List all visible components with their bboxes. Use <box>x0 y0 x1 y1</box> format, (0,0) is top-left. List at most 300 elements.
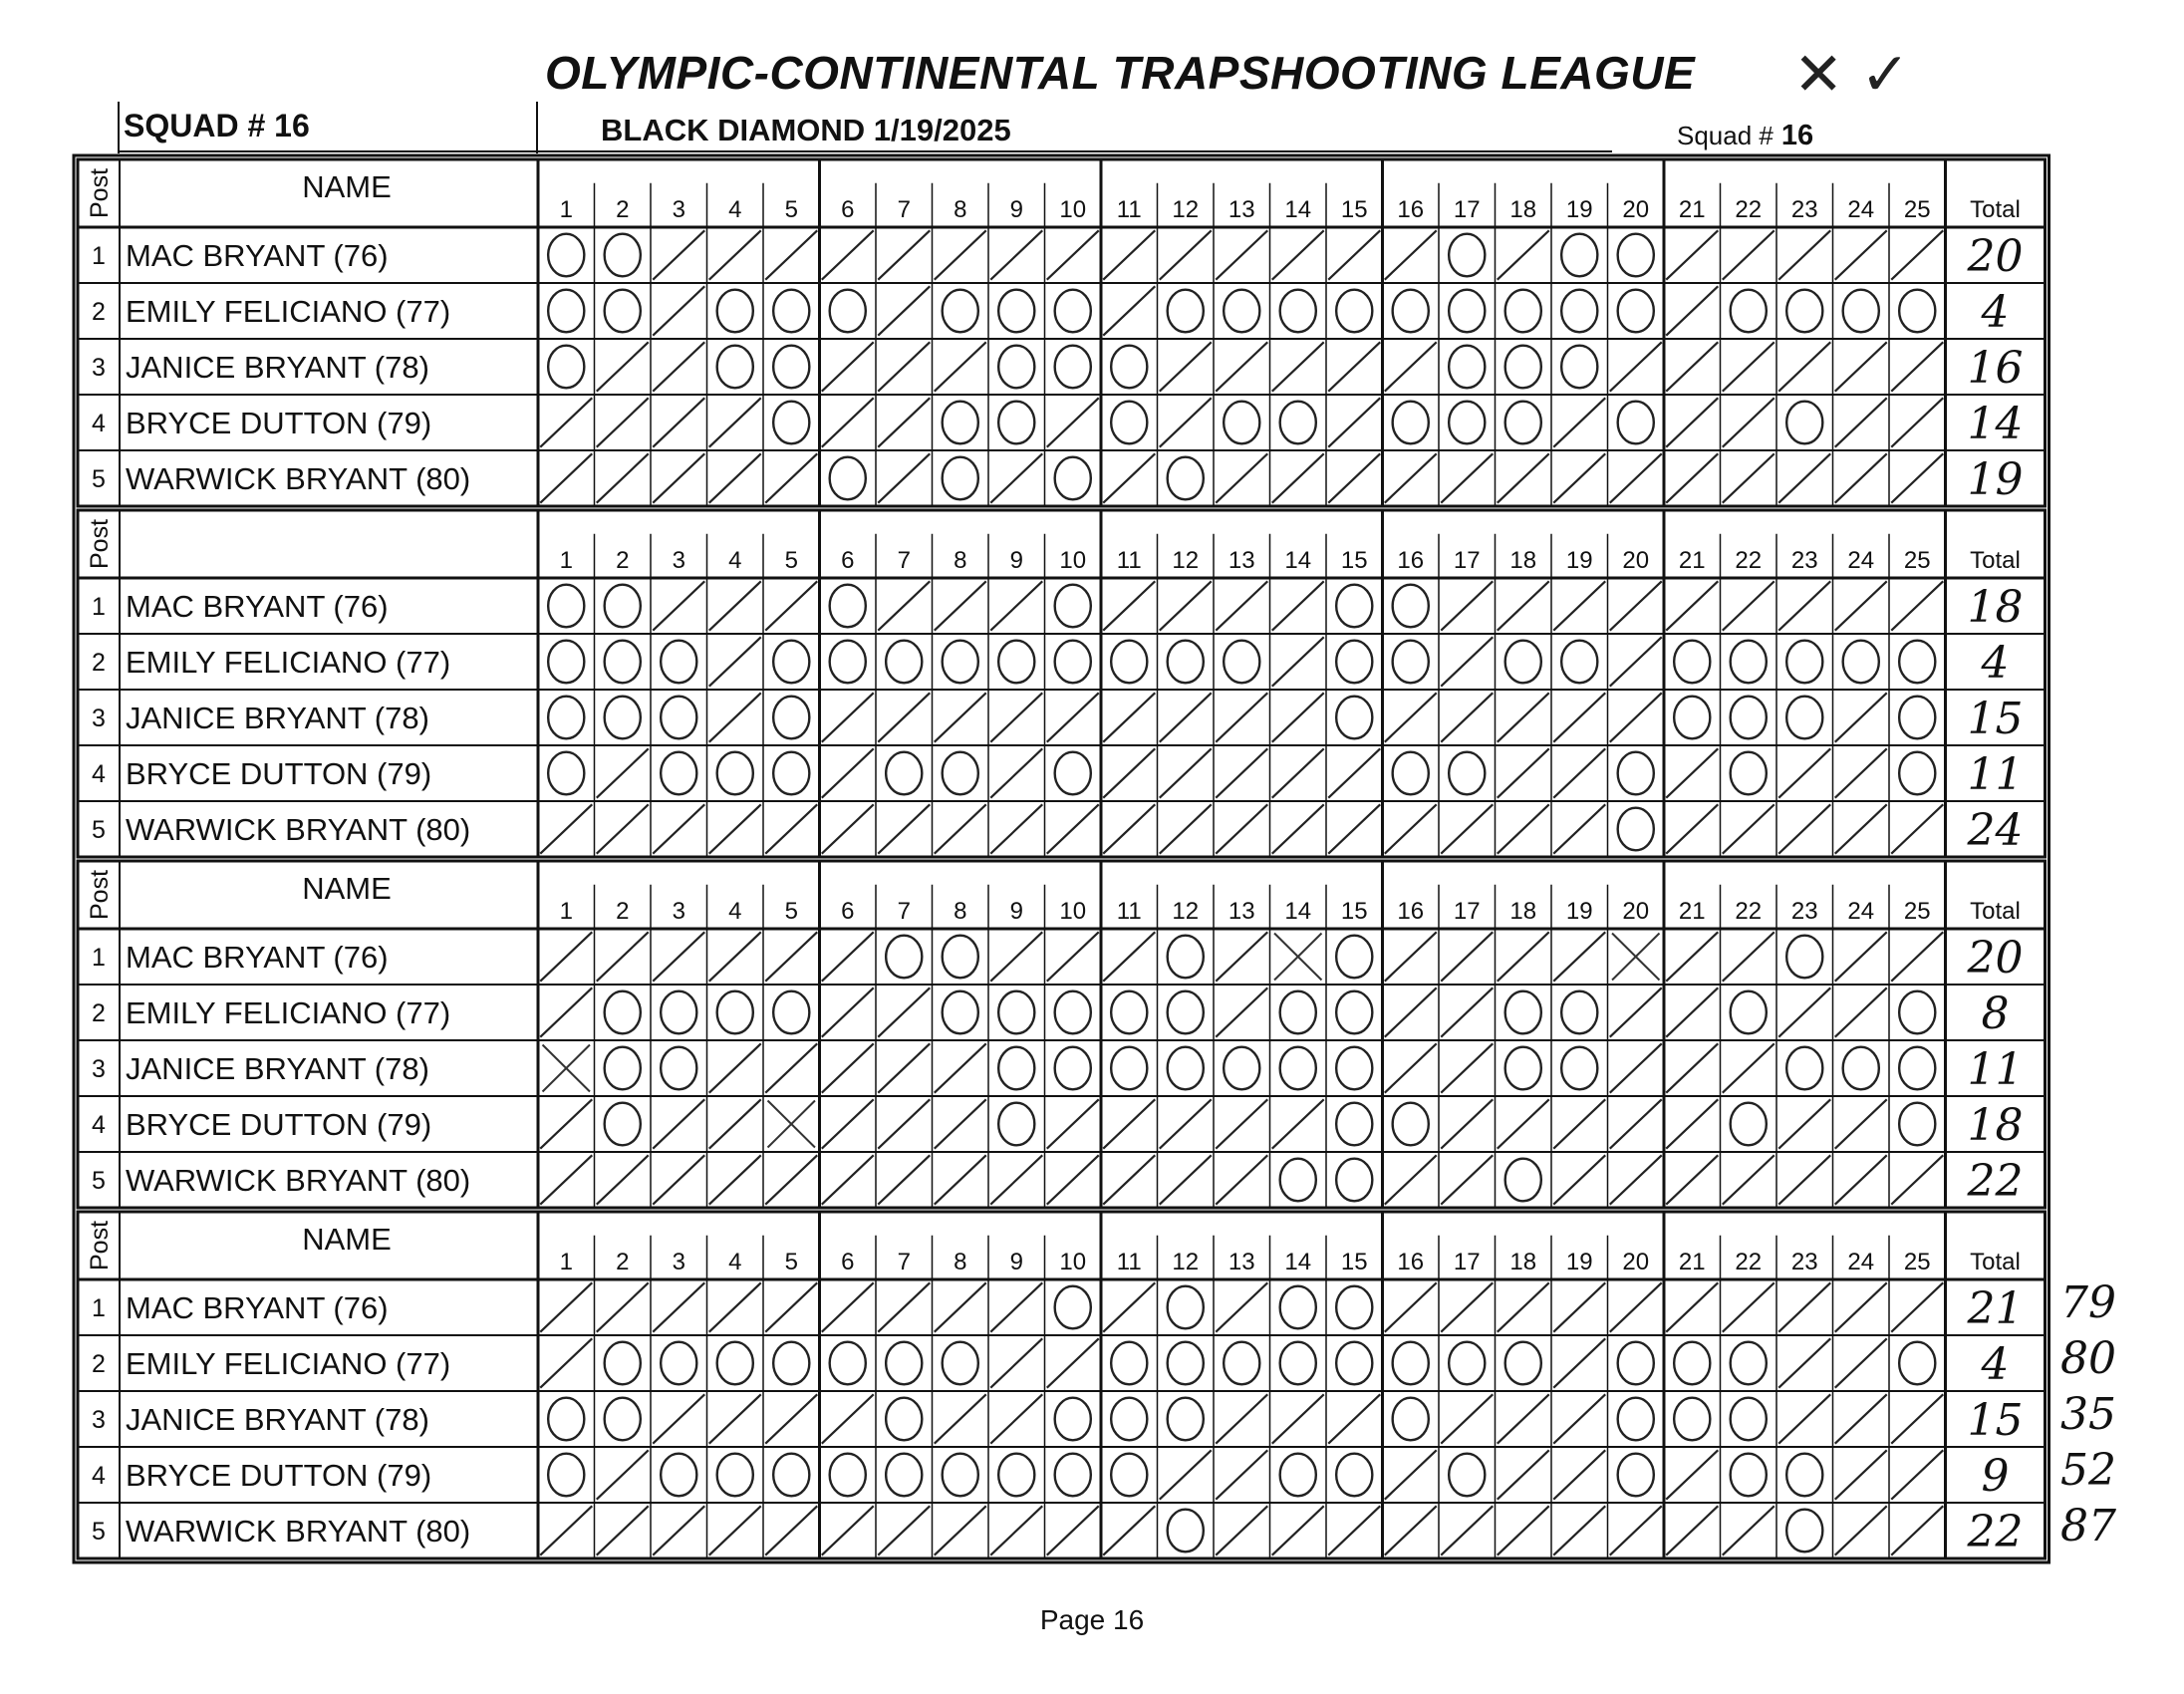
hit-mark <box>597 1282 649 1331</box>
hit-mark <box>1103 804 1155 853</box>
margin-sum-note: 35 <box>2060 1389 2116 1440</box>
target-number-4: 4 <box>728 1249 742 1275</box>
post-label: Post <box>86 869 114 921</box>
miss-mark <box>943 1342 978 1385</box>
hit-mark <box>990 453 1042 502</box>
hit-mark <box>1778 1338 1830 1387</box>
hit-mark <box>1441 932 1493 981</box>
miss-mark <box>1449 402 1485 444</box>
hit-mark <box>1498 1394 1549 1443</box>
hit-mark <box>990 1282 1042 1331</box>
target-number-14: 14 <box>1284 547 1312 574</box>
target-number-21: 21 <box>1678 547 1706 574</box>
hit-mark <box>1666 1099 1718 1148</box>
miss-mark <box>1843 1047 1879 1090</box>
hit-mark <box>1160 804 1212 853</box>
target-number-24: 24 <box>1847 898 1875 925</box>
target-number-12: 12 <box>1172 547 1200 574</box>
hit-mark <box>1328 1506 1380 1554</box>
miss-mark <box>943 457 978 500</box>
hit-mark <box>1610 453 1662 502</box>
target-number-11: 11 <box>1116 196 1142 223</box>
miss-mark <box>605 234 641 277</box>
miss-mark <box>1505 641 1541 684</box>
hit-mark <box>1047 1099 1099 1148</box>
miss-mark <box>1449 346 1485 389</box>
hit-mark <box>1103 581 1155 630</box>
hit-mark <box>1666 748 1718 797</box>
hit-mark <box>1723 1043 1774 1092</box>
miss-mark <box>1561 991 1597 1034</box>
hit-mark <box>597 748 649 797</box>
hit-mark <box>653 342 704 391</box>
hit-mark <box>1328 748 1380 797</box>
shooter-name: WARWICK BRYANT (80) <box>126 812 471 847</box>
hit-mark <box>653 453 704 502</box>
hit-mark <box>822 748 874 797</box>
miss-mark <box>1336 290 1372 333</box>
hit-mark <box>1610 581 1662 630</box>
hit-mark <box>1891 1282 1943 1331</box>
squad-label: SQUAD # 16 <box>124 108 310 143</box>
hit-mark <box>597 1450 649 1499</box>
hit-mark <box>1778 988 1830 1036</box>
target-number-9: 9 <box>1009 196 1023 223</box>
hit-mark <box>1216 1155 1267 1204</box>
hit-mark <box>1666 1450 1718 1499</box>
row-total: 24 <box>1967 805 2024 856</box>
shooter-name: BRYCE DUTTON (79) <box>126 756 432 791</box>
miss-mark <box>998 641 1034 684</box>
hit-mark <box>1498 748 1549 797</box>
target-number-17: 17 <box>1453 1249 1481 1275</box>
hit-mark <box>1385 230 1437 279</box>
row-total: 16 <box>1967 343 2024 394</box>
miss-mark <box>1618 1342 1654 1385</box>
hit-mark <box>1778 1282 1830 1331</box>
hit-mark <box>597 804 649 853</box>
target-number-16: 16 <box>1397 898 1425 925</box>
hit-mark <box>765 932 817 981</box>
post-number: 1 <box>92 944 106 972</box>
hit-mark <box>1553 1282 1605 1331</box>
shooter-name: BRYCE DUTTON (79) <box>126 406 432 440</box>
miss-mark <box>1786 1047 1822 1090</box>
hit-mark <box>1047 1506 1099 1554</box>
miss-mark <box>548 1454 584 1497</box>
hit-mark <box>1666 804 1718 853</box>
hit-mark <box>1891 804 1943 853</box>
miss-mark <box>1280 991 1316 1034</box>
miss-mark <box>998 991 1034 1034</box>
miss-mark <box>661 641 696 684</box>
target-number-4: 4 <box>728 547 742 574</box>
miss-mark <box>1505 346 1541 389</box>
hit-mark <box>1666 1282 1718 1331</box>
hit-mark <box>1610 1155 1662 1204</box>
row-total: 4 <box>1981 1339 2010 1390</box>
miss-mark <box>773 1454 809 1497</box>
miss-mark <box>773 752 809 795</box>
hit-mark <box>1103 286 1155 335</box>
miss-mark <box>1055 1047 1091 1090</box>
hit-mark <box>1272 1506 1324 1554</box>
hit-mark <box>1328 342 1380 391</box>
hit-mark <box>1272 342 1324 391</box>
hit-mark <box>653 230 704 279</box>
shooter-name: MAC BRYANT (76) <box>126 1290 389 1325</box>
miss-mark <box>1786 936 1822 979</box>
hit-mark <box>1666 286 1718 335</box>
miss-mark <box>548 752 584 795</box>
hit-mark <box>1441 804 1493 853</box>
miss-mark <box>1449 752 1485 795</box>
hit-mark <box>878 1506 930 1554</box>
hit-mark <box>1723 342 1774 391</box>
hit-mark <box>597 342 649 391</box>
miss-mark <box>1449 1454 1485 1497</box>
post-number: 4 <box>92 760 106 788</box>
miss-mark <box>1336 585 1372 628</box>
hit-mark <box>1610 1099 1662 1148</box>
hit-mark <box>1835 748 1887 797</box>
hit-mark <box>1385 804 1437 853</box>
hit-mark <box>1216 453 1267 502</box>
miss-mark <box>1280 1342 1316 1385</box>
hit-mark <box>878 342 930 391</box>
miss-mark <box>1393 290 1429 333</box>
hit-mark <box>1610 342 1662 391</box>
hit-mark <box>1835 804 1887 853</box>
row-total: 4 <box>1981 287 2010 338</box>
hit-mark <box>1272 693 1324 741</box>
target-number-2: 2 <box>616 547 630 574</box>
target-number-23: 23 <box>1790 547 1818 574</box>
hit-mark <box>1385 693 1437 741</box>
hit-mark <box>1610 1506 1662 1554</box>
target-number-18: 18 <box>1509 547 1537 574</box>
miss-mark <box>1111 641 1147 684</box>
target-number-22: 22 <box>1735 898 1763 925</box>
hit-mark <box>1272 804 1324 853</box>
hit-mark <box>822 1394 874 1443</box>
target-number-3: 3 <box>672 898 685 925</box>
hit-mark <box>1441 1282 1493 1331</box>
target-number-21: 21 <box>1678 1249 1706 1275</box>
miss-mark <box>1786 1510 1822 1553</box>
hit-mark <box>653 581 704 630</box>
hit-mark <box>878 1282 930 1331</box>
shooter-name: WARWICK BRYANT (80) <box>126 1514 471 1549</box>
hit-mark <box>540 398 592 446</box>
miss-mark <box>1168 936 1204 979</box>
hit-mark <box>1441 1099 1493 1148</box>
hit-mark <box>1047 693 1099 741</box>
post-number: 1 <box>92 1294 106 1322</box>
miss-mark <box>1618 752 1654 795</box>
target-number-5: 5 <box>784 196 798 223</box>
hit-mark <box>1498 932 1549 981</box>
hit-mark <box>1498 1282 1549 1331</box>
row-total: 21 <box>1967 1283 2024 1334</box>
hit-mark <box>878 988 930 1036</box>
target-number-19: 19 <box>1565 547 1593 574</box>
hit-mark <box>1103 748 1155 797</box>
target-number-2: 2 <box>616 196 630 223</box>
miss-mark <box>1055 1286 1091 1329</box>
post-number: 5 <box>92 816 106 844</box>
hit-mark <box>822 1282 874 1331</box>
target-number-10: 10 <box>1059 898 1087 925</box>
miss-mark <box>943 991 978 1034</box>
hit-mark <box>878 230 930 279</box>
miss-mark <box>886 936 922 979</box>
hit-mark <box>653 1282 704 1331</box>
target-number-9: 9 <box>1009 1249 1023 1275</box>
hit-mark <box>709 1506 761 1554</box>
target-number-13: 13 <box>1228 898 1255 925</box>
row-total: 22 <box>1967 1156 2024 1207</box>
hit-mark <box>653 1506 704 1554</box>
shooter-name: JANICE BRYANT (78) <box>126 350 429 385</box>
miss-mark <box>1055 346 1091 389</box>
hit-mark <box>1610 1043 1662 1092</box>
miss-mark <box>830 641 866 684</box>
row-total: 15 <box>1967 694 2024 744</box>
shooter-name: WARWICK BRYANT (80) <box>126 1163 471 1198</box>
miss-mark <box>548 641 584 684</box>
hit-mark <box>990 230 1042 279</box>
miss-mark <box>998 1103 1034 1146</box>
miss-mark <box>1899 1342 1935 1385</box>
hit-mark <box>878 453 930 502</box>
miss-mark <box>1224 1342 1259 1385</box>
hit-mark <box>1891 230 1943 279</box>
hit-mark <box>1553 1155 1605 1204</box>
shooter-name: JANICE BRYANT (78) <box>126 1402 429 1437</box>
miss-mark <box>830 1342 866 1385</box>
hit-mark <box>1441 1155 1493 1204</box>
hit-mark <box>765 1394 817 1443</box>
hit-mark <box>1835 342 1887 391</box>
hit-mark <box>1328 230 1380 279</box>
target-number-19: 19 <box>1565 1249 1593 1275</box>
miss-mark <box>1336 1342 1372 1385</box>
miss-mark <box>548 585 584 628</box>
miss-mark <box>773 641 809 684</box>
miss-mark <box>1111 1454 1147 1497</box>
hit-mark <box>1160 342 1212 391</box>
hit-mark <box>1553 1338 1605 1387</box>
hit-mark <box>990 932 1042 981</box>
miss-mark <box>773 697 809 739</box>
target-number-24: 24 <box>1847 196 1875 223</box>
hit-mark <box>765 581 817 630</box>
miss-mark <box>943 290 978 333</box>
hit-mark <box>1160 581 1212 630</box>
target-number-23: 23 <box>1790 196 1818 223</box>
miss-mark <box>1505 290 1541 333</box>
hit-mark <box>540 453 592 502</box>
hit-mark <box>1778 230 1830 279</box>
miss-mark <box>1449 1342 1485 1385</box>
hit-mark <box>1328 398 1380 446</box>
target-number-17: 17 <box>1453 196 1481 223</box>
hit-mark <box>1835 581 1887 630</box>
hit-mark <box>1441 1043 1493 1092</box>
miss-mark <box>943 936 978 979</box>
miss-mark <box>1618 1454 1654 1497</box>
miss-mark <box>1111 1398 1147 1441</box>
hit-mark <box>709 1043 761 1092</box>
miss-mark <box>1168 1510 1204 1553</box>
hit-mark <box>765 1506 817 1554</box>
target-number-25: 25 <box>1903 547 1931 574</box>
miss-mark <box>1899 290 1935 333</box>
miss-mark <box>1393 1398 1429 1441</box>
name-header: NAME <box>302 169 392 204</box>
miss-mark <box>548 290 584 333</box>
hit-mark <box>822 988 874 1036</box>
miss-mark <box>548 234 584 277</box>
miss-mark <box>605 1103 641 1146</box>
target-number-15: 15 <box>1340 1249 1368 1275</box>
hit-mark <box>1216 230 1267 279</box>
miss-mark <box>830 457 866 500</box>
miss-mark <box>1731 290 1767 333</box>
hit-mark <box>1216 1099 1267 1148</box>
miss-mark <box>1168 1047 1204 1090</box>
target-number-7: 7 <box>897 547 911 574</box>
miss-mark <box>1561 641 1597 684</box>
margin-sum-note: 87 <box>2060 1501 2116 1552</box>
hit-mark <box>1272 1099 1324 1148</box>
hit-mark <box>1498 1450 1549 1499</box>
hit-mark <box>1328 1394 1380 1443</box>
miss-mark <box>1055 752 1091 795</box>
miss-mark <box>1561 1047 1597 1090</box>
post-number: 1 <box>92 242 106 270</box>
target-number-13: 13 <box>1228 1249 1255 1275</box>
hit-mark <box>765 1155 817 1204</box>
hit-mark <box>1723 1155 1774 1204</box>
miss-mark <box>1055 457 1091 500</box>
target-number-3: 3 <box>672 196 685 223</box>
hit-mark <box>935 230 986 279</box>
miss-mark <box>1168 1342 1204 1385</box>
hit-mark <box>1835 398 1887 446</box>
hit-mark <box>1553 1506 1605 1554</box>
miss-mark <box>998 1047 1034 1090</box>
hit-mark <box>990 1394 1042 1443</box>
hit-mark <box>1553 1450 1605 1499</box>
hit-mark <box>597 398 649 446</box>
hit-mark <box>1891 398 1943 446</box>
hit-mark <box>1835 988 1887 1036</box>
miss-mark <box>1111 991 1147 1034</box>
miss-mark <box>886 641 922 684</box>
target-number-10: 10 <box>1059 547 1087 574</box>
margin-sum-note: 80 <box>2060 1333 2116 1384</box>
miss-mark <box>1505 991 1541 1034</box>
page-number: Page 16 <box>1039 1604 1145 1635</box>
hit-mark <box>1385 342 1437 391</box>
shooter-name: JANICE BRYANT (78) <box>126 1051 429 1086</box>
hit-mark <box>878 1099 930 1148</box>
target-number-10: 10 <box>1059 196 1087 223</box>
miss-mark <box>998 402 1034 444</box>
hit-mark <box>540 1338 592 1387</box>
miss-mark <box>998 290 1034 333</box>
target-number-11: 11 <box>1116 547 1142 574</box>
hit-mark <box>1835 1338 1887 1387</box>
hit-mark <box>1441 1394 1493 1443</box>
total-header: Total <box>1970 547 2021 574</box>
miss-mark <box>1786 290 1822 333</box>
hit-mark <box>1666 342 1718 391</box>
post-number: 3 <box>92 1055 106 1083</box>
hit-mark <box>822 398 874 446</box>
miss-mark <box>1731 641 1767 684</box>
hit-mark <box>1047 804 1099 853</box>
hit-mark <box>1272 748 1324 797</box>
hit-mark <box>1835 1099 1887 1148</box>
miss-mark <box>1111 1047 1147 1090</box>
miss-mark <box>661 752 696 795</box>
target-number-8: 8 <box>954 196 967 223</box>
target-number-14: 14 <box>1284 196 1312 223</box>
row-total: 11 <box>1967 1044 2024 1095</box>
miss-mark <box>1843 641 1879 684</box>
hit-mark <box>709 1394 761 1443</box>
hit-mark <box>1216 1450 1267 1499</box>
miss-mark <box>1168 457 1204 500</box>
hit-mark <box>1891 1450 1943 1499</box>
miss-mark <box>830 1454 866 1497</box>
hit-mark <box>765 1043 817 1092</box>
miss-mark <box>1731 1398 1767 1441</box>
hit-mark <box>709 1155 761 1204</box>
hit-mark <box>935 1043 986 1092</box>
miss-mark <box>886 1342 922 1385</box>
hit-mark <box>1778 1155 1830 1204</box>
target-number-25: 25 <box>1903 1249 1931 1275</box>
shooter-name: EMILY FELICIANO (77) <box>126 1346 451 1381</box>
miss-mark <box>1055 585 1091 628</box>
miss-mark <box>1618 290 1654 333</box>
target-number-16: 16 <box>1397 196 1425 223</box>
hit-mark <box>1835 693 1887 741</box>
hit-mark <box>1498 1099 1549 1148</box>
hit-mark <box>1047 230 1099 279</box>
miss-mark <box>1168 641 1204 684</box>
hit-mark <box>1103 1506 1155 1554</box>
target-number-2: 2 <box>616 898 630 925</box>
miss-mark <box>943 641 978 684</box>
target-number-5: 5 <box>784 547 798 574</box>
post-number: 5 <box>92 1518 106 1546</box>
hit-mark <box>597 453 649 502</box>
target-number-24: 24 <box>1847 547 1875 574</box>
hit-mark <box>1216 932 1267 981</box>
hit-mark <box>1498 804 1549 853</box>
miss-mark <box>1224 290 1259 333</box>
miss-mark <box>886 752 922 795</box>
hit-mark <box>1216 581 1267 630</box>
miss-mark <box>1843 290 1879 333</box>
hit-mark <box>1160 1155 1212 1204</box>
miss-mark <box>886 1398 922 1441</box>
